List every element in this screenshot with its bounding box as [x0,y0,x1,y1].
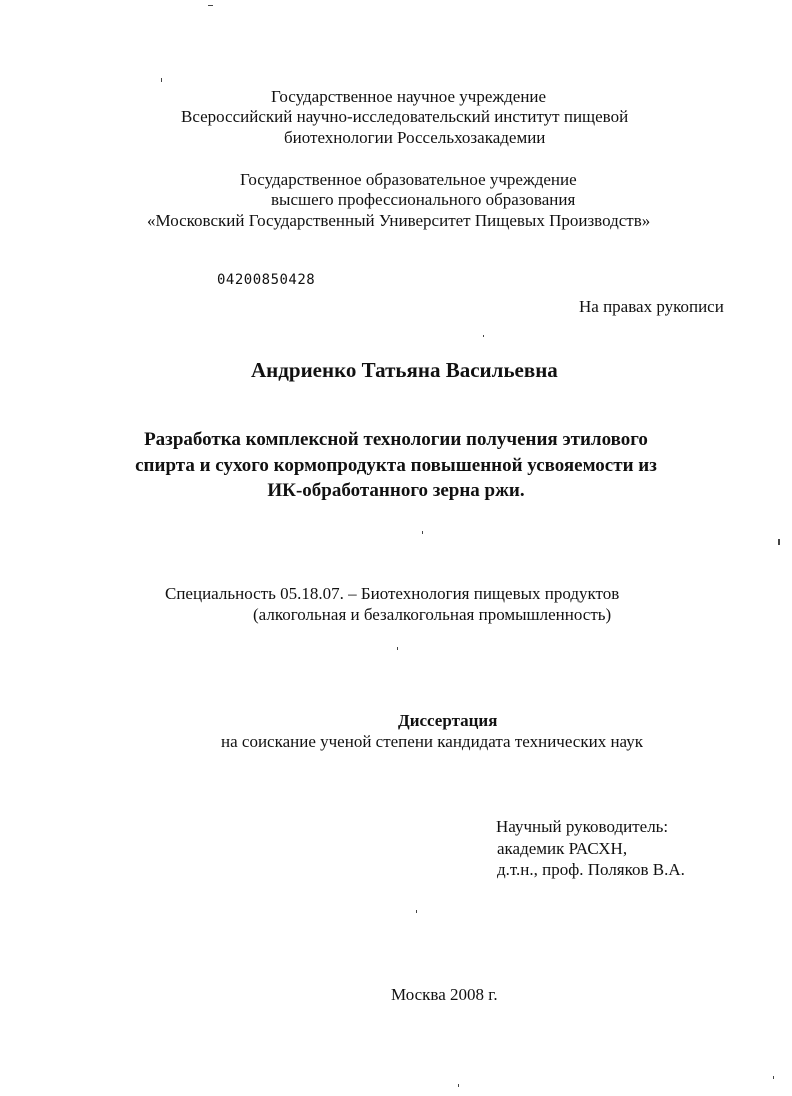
scan-speck [208,5,213,6]
institution-line: Государственное научное учреждение [271,87,547,106]
supervisor-title: академик РАСХН, [497,839,628,858]
scan-speck [397,647,398,650]
scan-speck [458,1084,459,1087]
university-line: Государственное образовательное учреждение [240,170,577,189]
degree-purpose: на соискание ученой степени кандидата технических наук [221,732,644,751]
university-line: высшего профессионального образования [271,190,576,209]
place-year: Москва 2008 г. [391,985,498,1004]
dissertation-topic-line: ИК-обработанного зерна ржи. [267,480,525,501]
scan-speck [483,335,484,337]
dissertation-label: Диссертация [398,711,498,730]
specialty-subline: (алкогольная и безалкогольная промышленность) [253,605,612,624]
supervisor-label: Научный руководитель: [496,817,669,836]
supervisor-name: д.т.н., проф. Поляков В.А. [497,860,685,879]
institution-line: биотехнологии Россельхозакадемии [284,128,546,147]
scan-speck [422,531,423,534]
university-name: «Московский Государственный Университет Пищевых Производств» [147,211,651,230]
manuscript-note: На правах рукописи [579,297,724,316]
institution-line: Всероссийский научно-исследовательский институт пищевой [181,107,629,126]
scan-speck [161,78,162,82]
dissertation-topic-line: спирта и сухого кормопродукта повышенной усвояемости из [135,455,657,476]
scan-speck [773,1076,774,1079]
scan-speck [778,539,780,545]
catalog-number: 04200850428 [217,272,316,288]
scan-speck [416,910,417,913]
dissertation-topic-line: Разработка комплексной технологии получения этилового [144,429,648,450]
author-name: Андриенко Татьяна Васильевна [251,358,558,382]
specialty-line: Специальность 05.18.07. – Биотехнология пищевых продуктов [165,584,620,603]
